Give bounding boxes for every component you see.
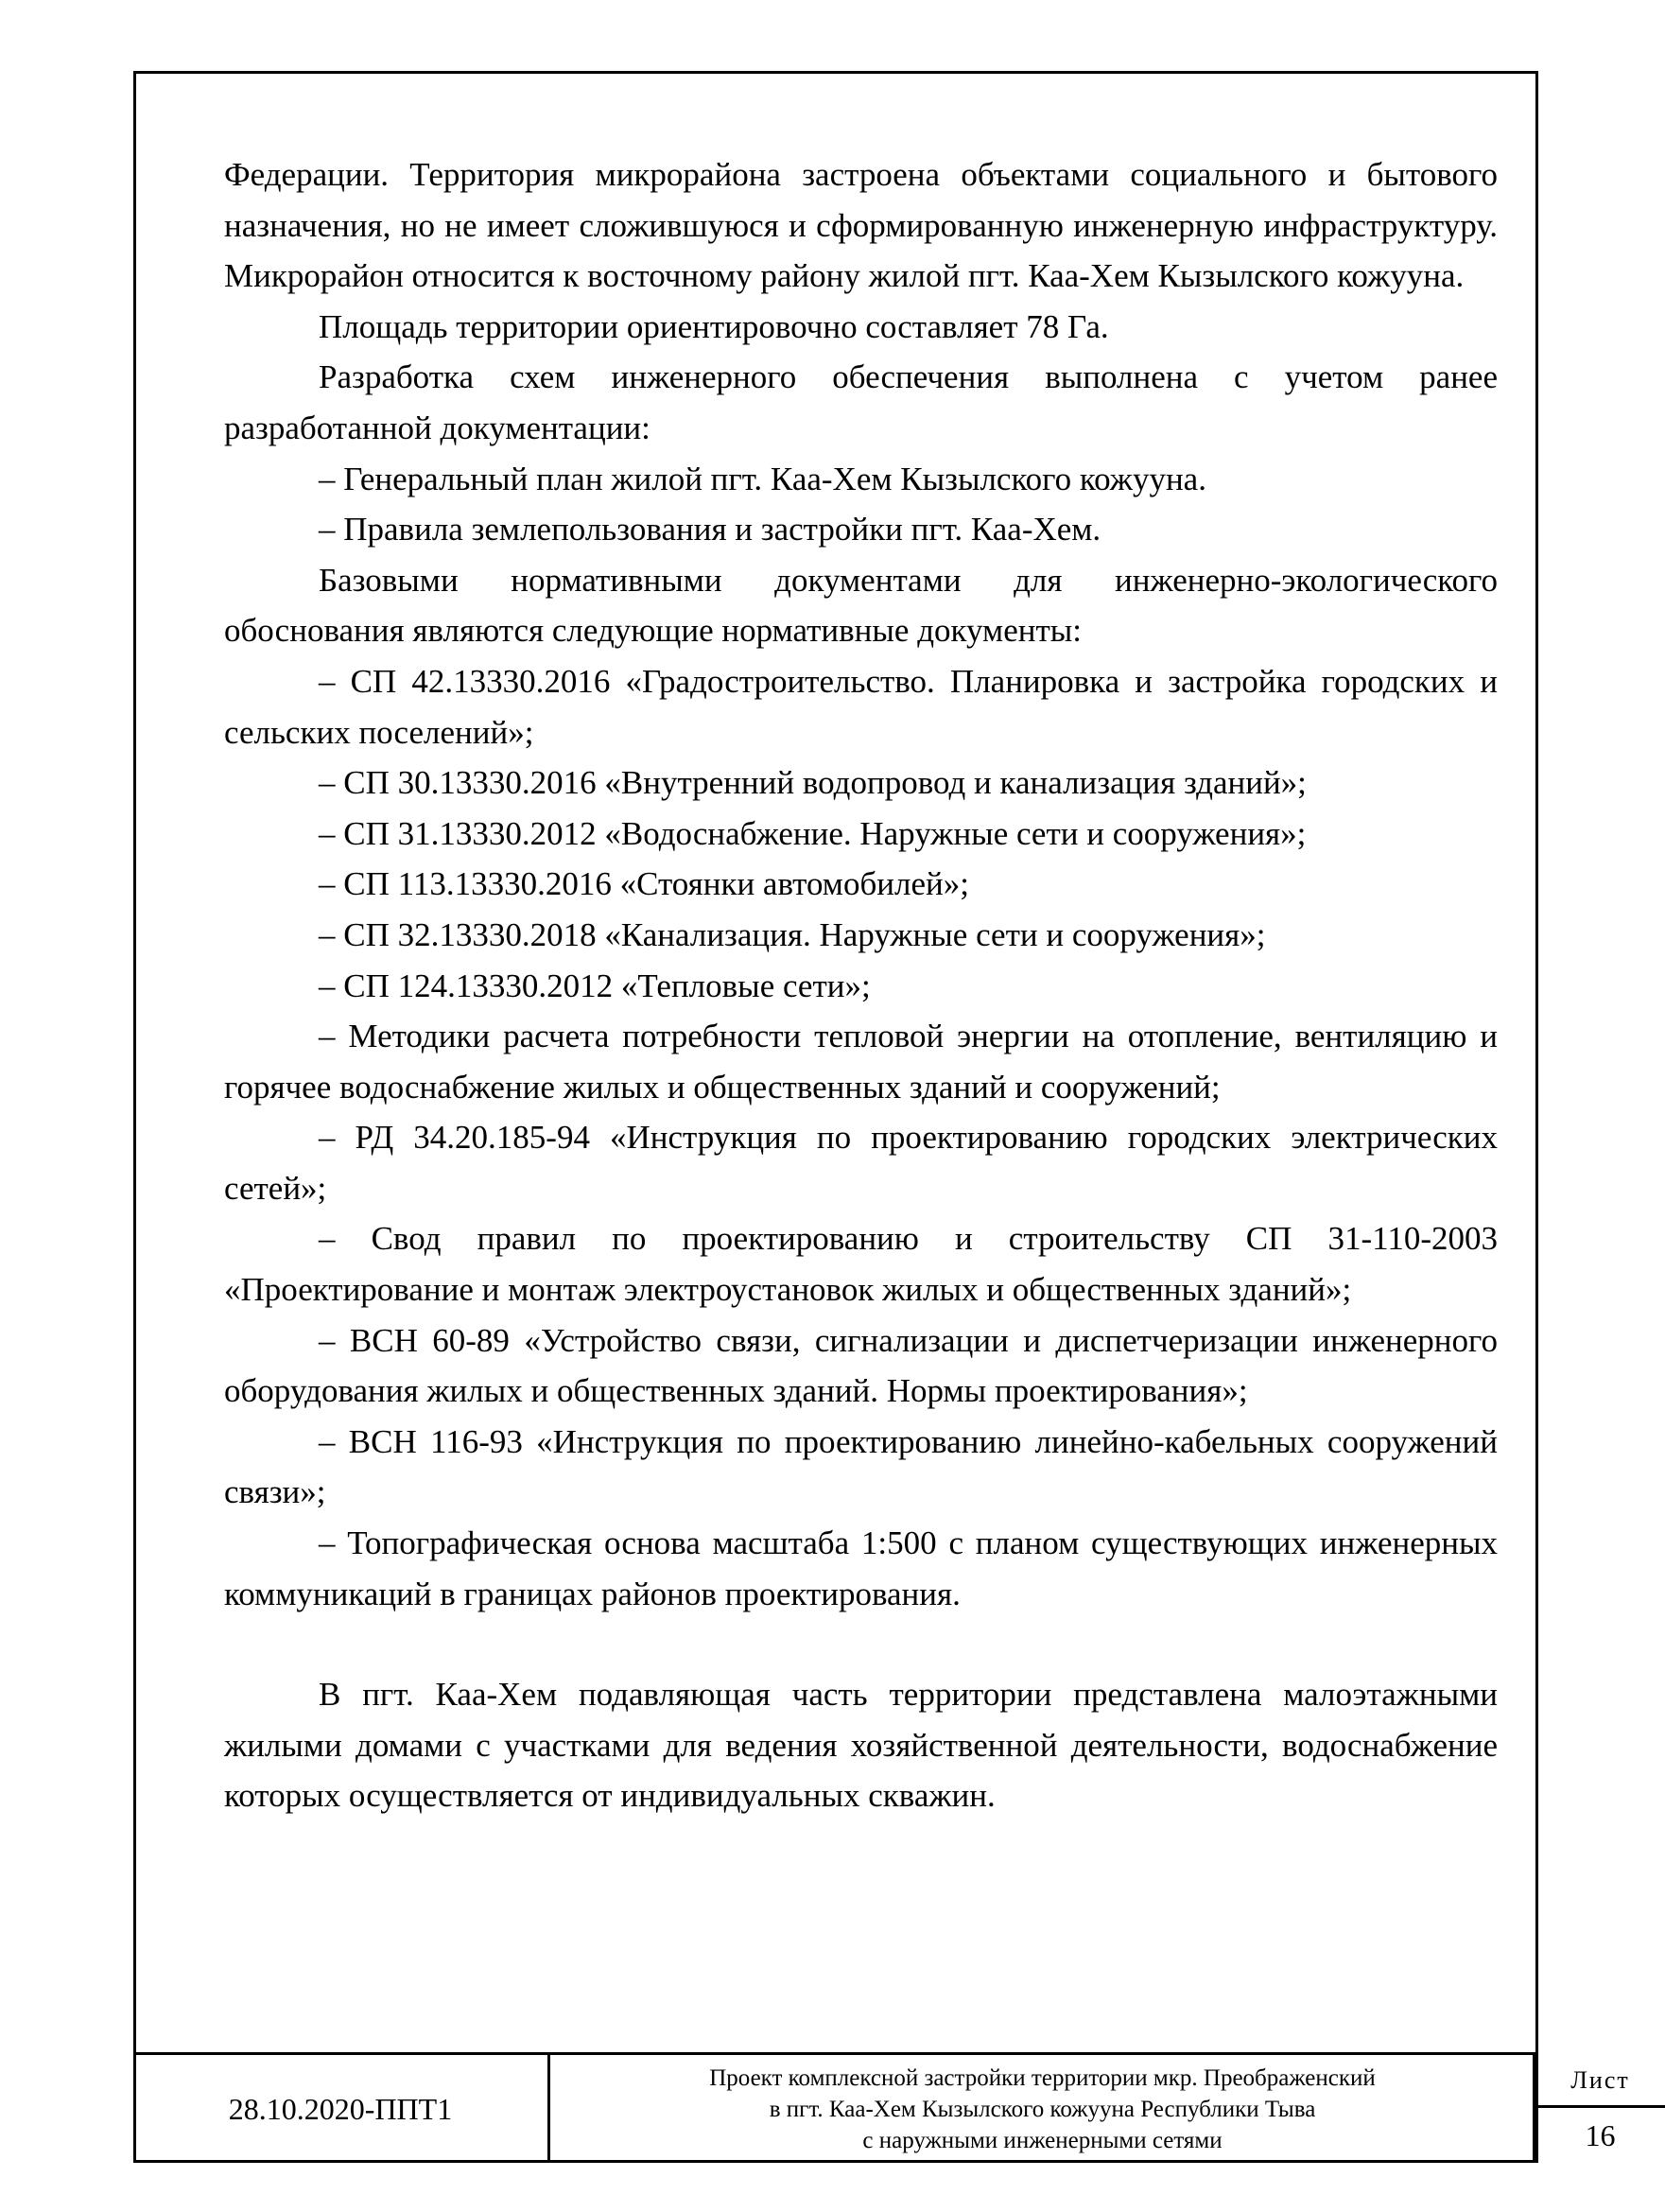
- sheet-cell: [1533, 2055, 1665, 2163]
- project-title: [550, 2055, 1535, 2163]
- list-item: – СП 31.13330.2012 «Водоснабжение. Наружные сети и сооружения»;: [319, 814, 1307, 852]
- list-item: – СП 113.13330.2016 «Стоянки автомобилей»;: [319, 865, 969, 903]
- project-title-line: в пгт. Каа-Хем Кызылского кожууна Республики Тыва: [769, 2096, 1316, 2122]
- sheet-label: Лист: [1535, 2055, 1665, 2108]
- list-item: – СП 32.13330.2018 «Канализация. Наружные сети и сооружения»;: [319, 915, 1266, 953]
- paragraph: Базовыми нормативными документами для инженерно-экологического обоснования являются следующие нормативные документы:: [224, 561, 1498, 650]
- list-item: – Топографическая основа масштаба 1:500 с планом существующих инженерных коммуникаций в границах районов проектирования.: [224, 1524, 1498, 1612]
- paragraph: Площадь территории ориентировочно составляет 78 Га.: [319, 307, 1109, 345]
- sheet-number: 16: [1585, 2117, 1616, 2152]
- list-item: – Правила землепользования и застройки пгт. Каа-Хем.: [319, 511, 1101, 549]
- list-item: – Генеральный план жилой пгт. Каа-Хем Кызылского кожууна.: [319, 460, 1206, 497]
- project-title-line: с наружными инженерными сетями: [862, 2127, 1223, 2153]
- paragraph-gap: [224, 1619, 1498, 1669]
- list-item: – СП 124.13330.2012 «Тепловые сети»;: [319, 967, 871, 1004]
- closing-paragraph: В пгт. Каа-Хем подавляющая часть территории представлена малоэтажными жилыми домами с участками для ведения хозяйственной деятельности, водоснабжение которых осуществляется от индивидуальных скважин.: [224, 1676, 1498, 1815]
- paragraph: Разработка схем инженерного обеспечения выполнена с учетом ранее разработанной документации:: [224, 358, 1498, 446]
- list-item: – ВСН 60-89 «Устройство связи, сигнализации и диспетчеризации инженерного оборудования жилых и общественных зданий. Нормы проектирования»;: [224, 1321, 1498, 1410]
- list-item: – ВСН 116-93 «Инструкция по проектированию линейно-кабельных сооружений связи»;: [224, 1422, 1498, 1511]
- list-item: – СП 30.13330.2016 «Внутренний водопровод и канализация зданий»;: [319, 764, 1307, 802]
- title-block: [133, 2052, 1630, 2163]
- paragraph: Федерации. Территория микрорайона застроена объектами социального и бытового назначения, но не имеет сложившуюся и сформированную инженерную инфраструктуру. Микрорайон относится к восточному району жилой пгт. Каа-Хем Кызылского кожууна.: [224, 156, 1498, 295]
- document-code: 28.10.2020-ППТ1: [133, 2055, 550, 2163]
- document-body: [224, 149, 1498, 1821]
- list-item: – СП 42.13330.2016 «Градостроительство. Планировка и застройка городских и сельских поселений»;: [224, 662, 1498, 751]
- list-item: – Методики расчета потребности тепловой энергии на отопление, вентиляцию и горячее водоснабжение жилых и общественных зданий и сооружений;: [224, 1018, 1498, 1106]
- list-item: – Свод правил по проектированию и строительству СП 31-110-2003 «Проектирование и монтаж электроустановок жилых и общественных зданий»;: [224, 1220, 1498, 1309]
- project-title-line: Проект комплексной застройки территории мкр. Преображенский: [709, 2064, 1376, 2091]
- list-item: – РД 34.20.185-94 «Инструкция по проектированию городских электрических сетей»;: [224, 1119, 1498, 1207]
